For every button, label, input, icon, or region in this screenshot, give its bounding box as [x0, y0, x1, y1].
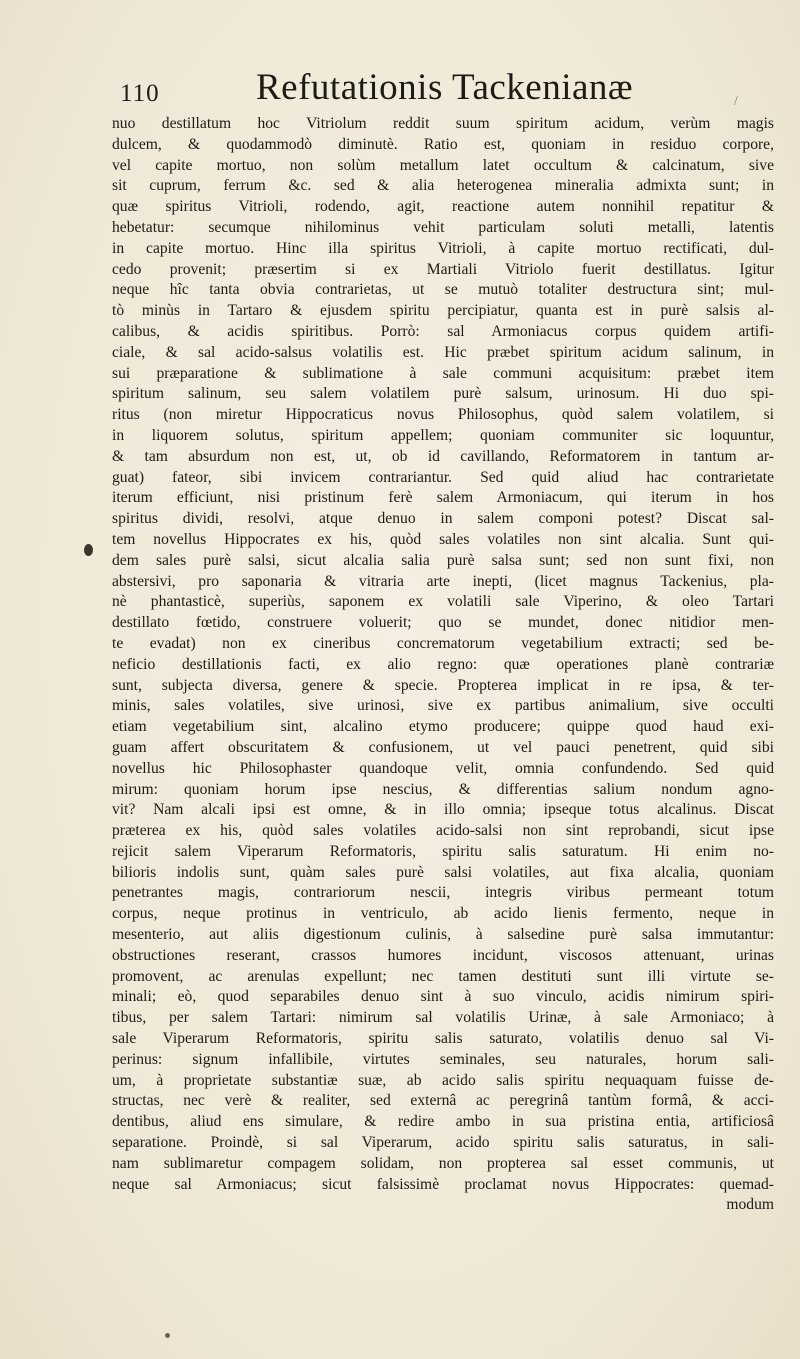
text-line: sit cuprum, ferrum &c. sed & alia heterogenea mineralia admixta sunt; in	[112, 177, 774, 195]
text-line: minali; eò, quod separabiles denuo sint à suo vinculo, acidis nimirum spiri-	[112, 988, 774, 1006]
text-line: um, à proprietate substantiæ suæ, ab acido salis spiritu nequaquam fuisse de-	[112, 1071, 774, 1089]
text-line: nam sublimaretur compagem solidam, non propterea sal esset communis, ut	[112, 1154, 774, 1172]
text-line: penetrantes magis, contrariorum nescii, integris viribus permeant totum	[112, 884, 774, 902]
paper-speck	[165, 1333, 170, 1338]
text-line: destillato fœtido, construere voluerit; quo se mundet, donec nitidior men-	[112, 614, 774, 632]
running-head: Refutationis Tackenianæ	[256, 67, 634, 108]
text-line: guat) fateor, sibi invicem contrariantur. Sed quid aliud hac contrarietate	[112, 468, 774, 486]
text-line: vit? Nam alcali ipsi est omne, & in illo omnia; ipseque totus alcalinus. Discat	[112, 801, 774, 819]
text-line: novellus hic Philosophaster quandoque velit, omnia confundendo. Sed quid	[112, 759, 774, 777]
text-line: bilioris indolis sunt, quàm sales purè salsi volatiles, aut fixa alcalia, quoniam	[112, 863, 774, 881]
body-text	[112, 114, 774, 1216]
text-line: etiam vegetabilium sint, alcalino etymo producere; quippe quod haud exi-	[112, 718, 774, 736]
text-line: præterea ex his, quòd sales volatiles acido-salsi non sint reprobandi, sicut ipse	[112, 822, 774, 840]
text-line: iterum efficiunt, nisi pristinum ferè salem Armoniacum, qui iterum in hos	[112, 489, 774, 507]
text-line: neficio destillationis facti, ex alio regno: quæ operationes planè contrariæ	[112, 655, 774, 673]
text-line: guam affert obscuritatem & confusionem, ut vel pauci penetrent, quid sibi	[112, 738, 774, 756]
text-line: dem sales purè salsi, sicut alcalia salia purè salsa sunt; sed non sunt fixi, non	[112, 551, 774, 569]
text-line: neque hîc tanta obvia contrarietas, ut se mutuò totaliter destructura sint; mul-	[112, 281, 774, 299]
text-line: mesenterio, aut aliis digestionum culinis, à salsedine purè salsa immutantur:	[112, 926, 774, 944]
text-line: rejicit salem Viperarum Reformatoris, spiritu salis saturatum. Hi enim no-	[112, 842, 774, 860]
text-line: spiritum salinum, seu salem volatilem purè salsum, urinosum. Hi duo spi-	[112, 385, 774, 403]
text-line: separatione. Proindè, si sal Viperarum, acido spiritu salis saturatus, in sali-	[112, 1134, 774, 1152]
text-line: minis, sales volatiles, sive urinosi, sive ex partibus animalium, sive occulti	[112, 697, 774, 715]
pencil-mark: /	[734, 94, 738, 109]
text-line: sale Viperarum Reformatoris, spiritu salis saturato, volatilis denuo sal Vi-	[112, 1030, 774, 1048]
text-line: ciale, & sal acido-salsus volatilis est. Hic præbet spiritum acidum salinum, in	[112, 343, 774, 361]
text-line: structas, nec verè & realiter, sed externâ ac peregrinâ tantùm formâ, & acci-	[112, 1092, 774, 1110]
text-line: mirum: quoniam horum ipse nescius, & differentias salium nondum agno-	[112, 780, 774, 798]
text-line: hebetatur: secumque nihilominus vehit particulam soluti metalli, latentis	[112, 218, 774, 236]
text-line: abstersivi, pro saponaria & vitraria arte inepti, (licet magnus Tackenius, pla-	[112, 572, 774, 590]
text-line: perinus: signum infallibile, virtutes seminales, seu naturales, horum sali-	[112, 1050, 774, 1068]
text-line: corpus, neque protinus in ventriculo, ab acido lienis fermento, neque in	[112, 905, 774, 923]
text-line: tibus, per salem Tartari: nimirum sal volatilis Urinæ, à sale Armoniaco; à	[112, 1009, 774, 1027]
ink-blot-mark	[84, 544, 93, 556]
text-line: sui præparatione & sublimatione à sale communi acquisitum: præbet item	[112, 364, 774, 382]
text-line: tem novellus Hippocrates ex his, quòd sales volatiles non sint alcalia. Sunt qui-	[112, 530, 774, 548]
text-line: te evadat) non ex cineribus concrematorum vegetabilium extracti; sed be-	[112, 634, 774, 652]
text-line: nuo destillatum hoc Vitriolum reddit suum spiritum acidum, verùm magis	[112, 115, 774, 132]
text-line: cedo provenit; præsertim si ex Martiali Vitriolo fuerit destillatus. Igitur	[112, 260, 774, 278]
text-line: in liquorem solutus, spiritum appellem; quoniam communiter sic loquuntur,	[112, 426, 774, 444]
text-line: obstructiones reserant, crassos humores incidunt, viscosos attenuant, urinas	[112, 946, 774, 964]
text-line: & tam absurdum non est, ut, ob id cavillando, Reformatorem in tantum ar-	[112, 447, 774, 465]
text-line: quæ spiritus Vitrioli, rodendo, agit, reactione autem nonnihil repatitur &	[112, 198, 774, 216]
text-line: sunt, subjecta diversa, genere & specie. Propterea implicat in re ipsa, & ter-	[112, 676, 774, 694]
text-line: tò minùs in Tartaro & ejusdem spiritu percipiatur, quanta est in purè salsis al-	[112, 302, 774, 320]
text-line: dentibus, aliud ens simulare, & redire ambo in sua pristina entia, artificiosâ	[112, 1113, 774, 1131]
text-line: in capite mortuo. Hinc illa spiritus Vitrioli, à capite mortuo rectificati, dul-	[112, 239, 774, 257]
text-line: nè phantasticè, superiùs, saponem ex volatili sale Viperino, & oleo Tartari	[112, 593, 774, 611]
text-line: vel capite mortuo, non solùm metallum latet occultum & calcinatum, sive	[112, 156, 774, 174]
text-line: neque sal Armoniacus; sicut falsissimè proclamat novus Hippocrates: quemad-	[112, 1175, 774, 1193]
page-header	[116, 66, 766, 110]
text-line: ritus (non miretur Hippocraticus novus Philosophus, quòd salem volatilem, si	[112, 406, 774, 424]
text-line: calibus, & acidis spiritibus. Porrò: sal Armoniacus corpus quidem artifi-	[112, 322, 774, 340]
text-line: dulcem, & quodammodò diminutè. Ratio est, quoniam in residuo corpore,	[112, 135, 774, 153]
text-line: spiritus dividi, resolvi, atque denuo in salem componi potest? Discat sal-	[112, 510, 774, 528]
page-number: 110	[120, 80, 160, 107]
catchword: modum	[726, 1196, 774, 1214]
text-line: promovent, ac arenulas expellunt; nec tamen destituti sunt illi virtute se-	[112, 967, 774, 985]
